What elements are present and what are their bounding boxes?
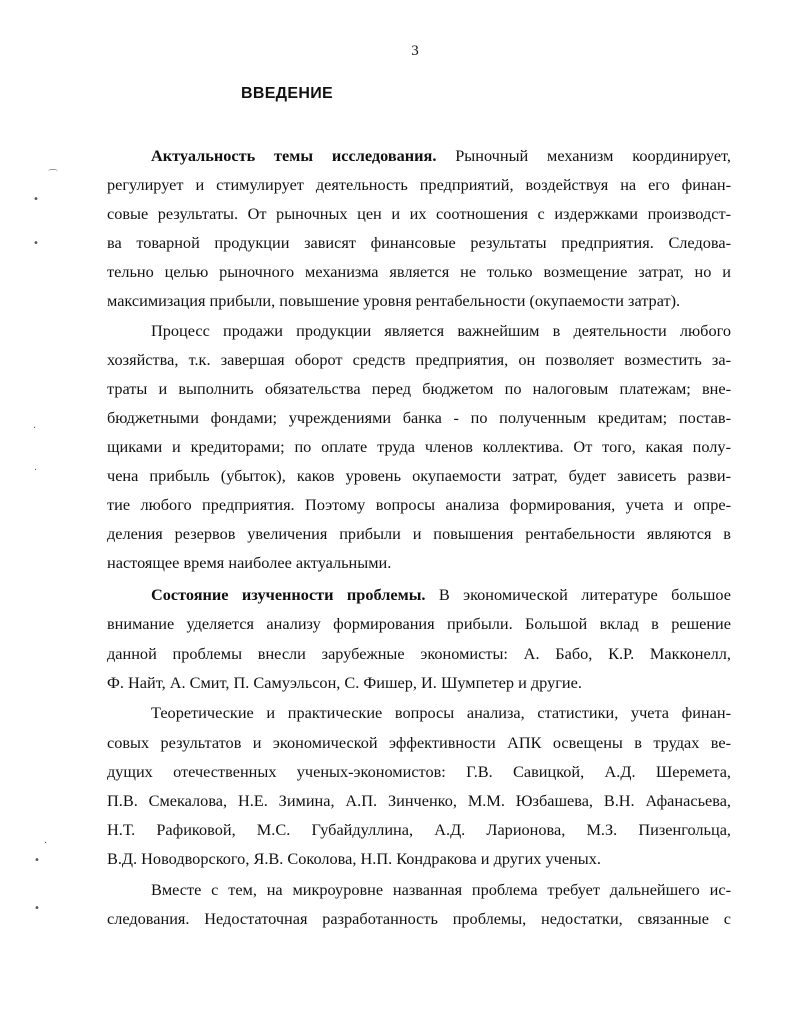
text-line: траты и выполнить обязательства перед бюджетом по налоговым платежам; вне-: [107, 379, 731, 398]
section-heading: ВВЕДЕНИЕ: [241, 85, 333, 102]
paragraph-lead: Состояние изученности проблемы.: [151, 585, 426, 604]
text-line: настоящее время наиболее актуальными.: [107, 553, 392, 572]
text-line: Актуальность темы исследования. Рыночный механизм координирует,: [151, 146, 732, 165]
text-line: хозяйства, т.к. завершая оборот средств предприятия, он позволяет возместить за-: [107, 350, 731, 369]
scan-mark: •: [33, 238, 39, 249]
text-line: тельно целью рыночного механизма является не только возмещение затрат, но и: [107, 262, 731, 281]
text-line: Ф. Найт, А. Смит, П. Самуэльсон, С. Фишер, И. Шумпетер и другие.: [107, 673, 582, 692]
scan-mark: ·: [44, 838, 48, 849]
scan-mark: •: [33, 194, 39, 205]
text-line: данной проблемы внесли зарубежные экономисты: А. Бабо, К.Р. Макконелл,: [107, 644, 731, 663]
text-line: дущих отечественных ученых-экономистов: Г.В. Савицкой, А.Д. Шеремета,: [107, 762, 731, 781]
text-line: В.Д. Новодворского, Я.В. Соколова, Н.П. Кондракова и других ученых.: [107, 849, 601, 868]
text-line: следования. Недостаточная разработанность проблемы, недостатки, связанные с: [107, 909, 731, 928]
scan-mark: •: [34, 855, 40, 866]
scan-mark: ·: [33, 423, 37, 434]
scan-mark: •: [34, 903, 40, 914]
page-number: 3: [411, 43, 419, 59]
paragraph-lead: Актуальность темы исследования.: [151, 146, 437, 165]
text-line: регулирует и стимулирует деятельность предприятий, воздействуя на его финан-: [107, 175, 731, 194]
text-line: ва товарной продукции зависят финансовые результаты предприятия. Следова-: [107, 233, 731, 252]
scan-mark: ⌒: [48, 170, 58, 181]
text-line: максимизация прибыли, повышение уровня рентабельности (окупаемости затрат).: [107, 291, 681, 310]
text-line: тие любого предприятия. Поэтому вопросы анализа формирования, учета и опре-: [107, 495, 731, 514]
text-line: щиками и кредиторами; по оплате труда членов коллектива. От того, какая полу-: [107, 437, 731, 456]
text-line: Н.Т. Рафиковой, М.С. Губайдуллина, А.Д. Ларионова, М.З. Пизенгольца,: [107, 820, 731, 839]
text-line: совых результатов и экономической эффективности АПК освещены в трудах ве-: [107, 733, 731, 752]
text-line: Теоретические и практические вопросы анализа, статистики, учета финан-: [151, 703, 731, 722]
text-line: деления резервов увеличения прибыли и повышения рентабельности являются в: [107, 524, 731, 543]
text-line: П.В. Смекалова, Н.Е. Зимина, А.П. Зинченко, М.М. Юзбашева, В.Н. Афанасьева,: [107, 791, 731, 810]
text-line: Состояние изученности проблемы. В экономической литературе большое: [151, 585, 732, 604]
text-line: Вместе с тем, на микроуровне названная проблема требует дальнейшего ис-: [151, 880, 731, 899]
scan-mark: ·: [34, 465, 38, 476]
text-line: бюджетными фондами; учреждениями банка - по полученным кредитам; постав-: [107, 408, 731, 427]
text-line: внимание уделяется анализу формирования прибыли. Большой вклад в решение: [107, 614, 731, 633]
text-line: Процесс продажи продукции является важнейшим в деятельности любого: [151, 321, 731, 340]
text-line: чена прибыль (убыток), каков уровень окупаемости затрат, будет зависеть разви-: [107, 466, 731, 485]
text-line: совые результаты. От рыночных цен и их соотношения с издержками производст-: [107, 204, 731, 223]
